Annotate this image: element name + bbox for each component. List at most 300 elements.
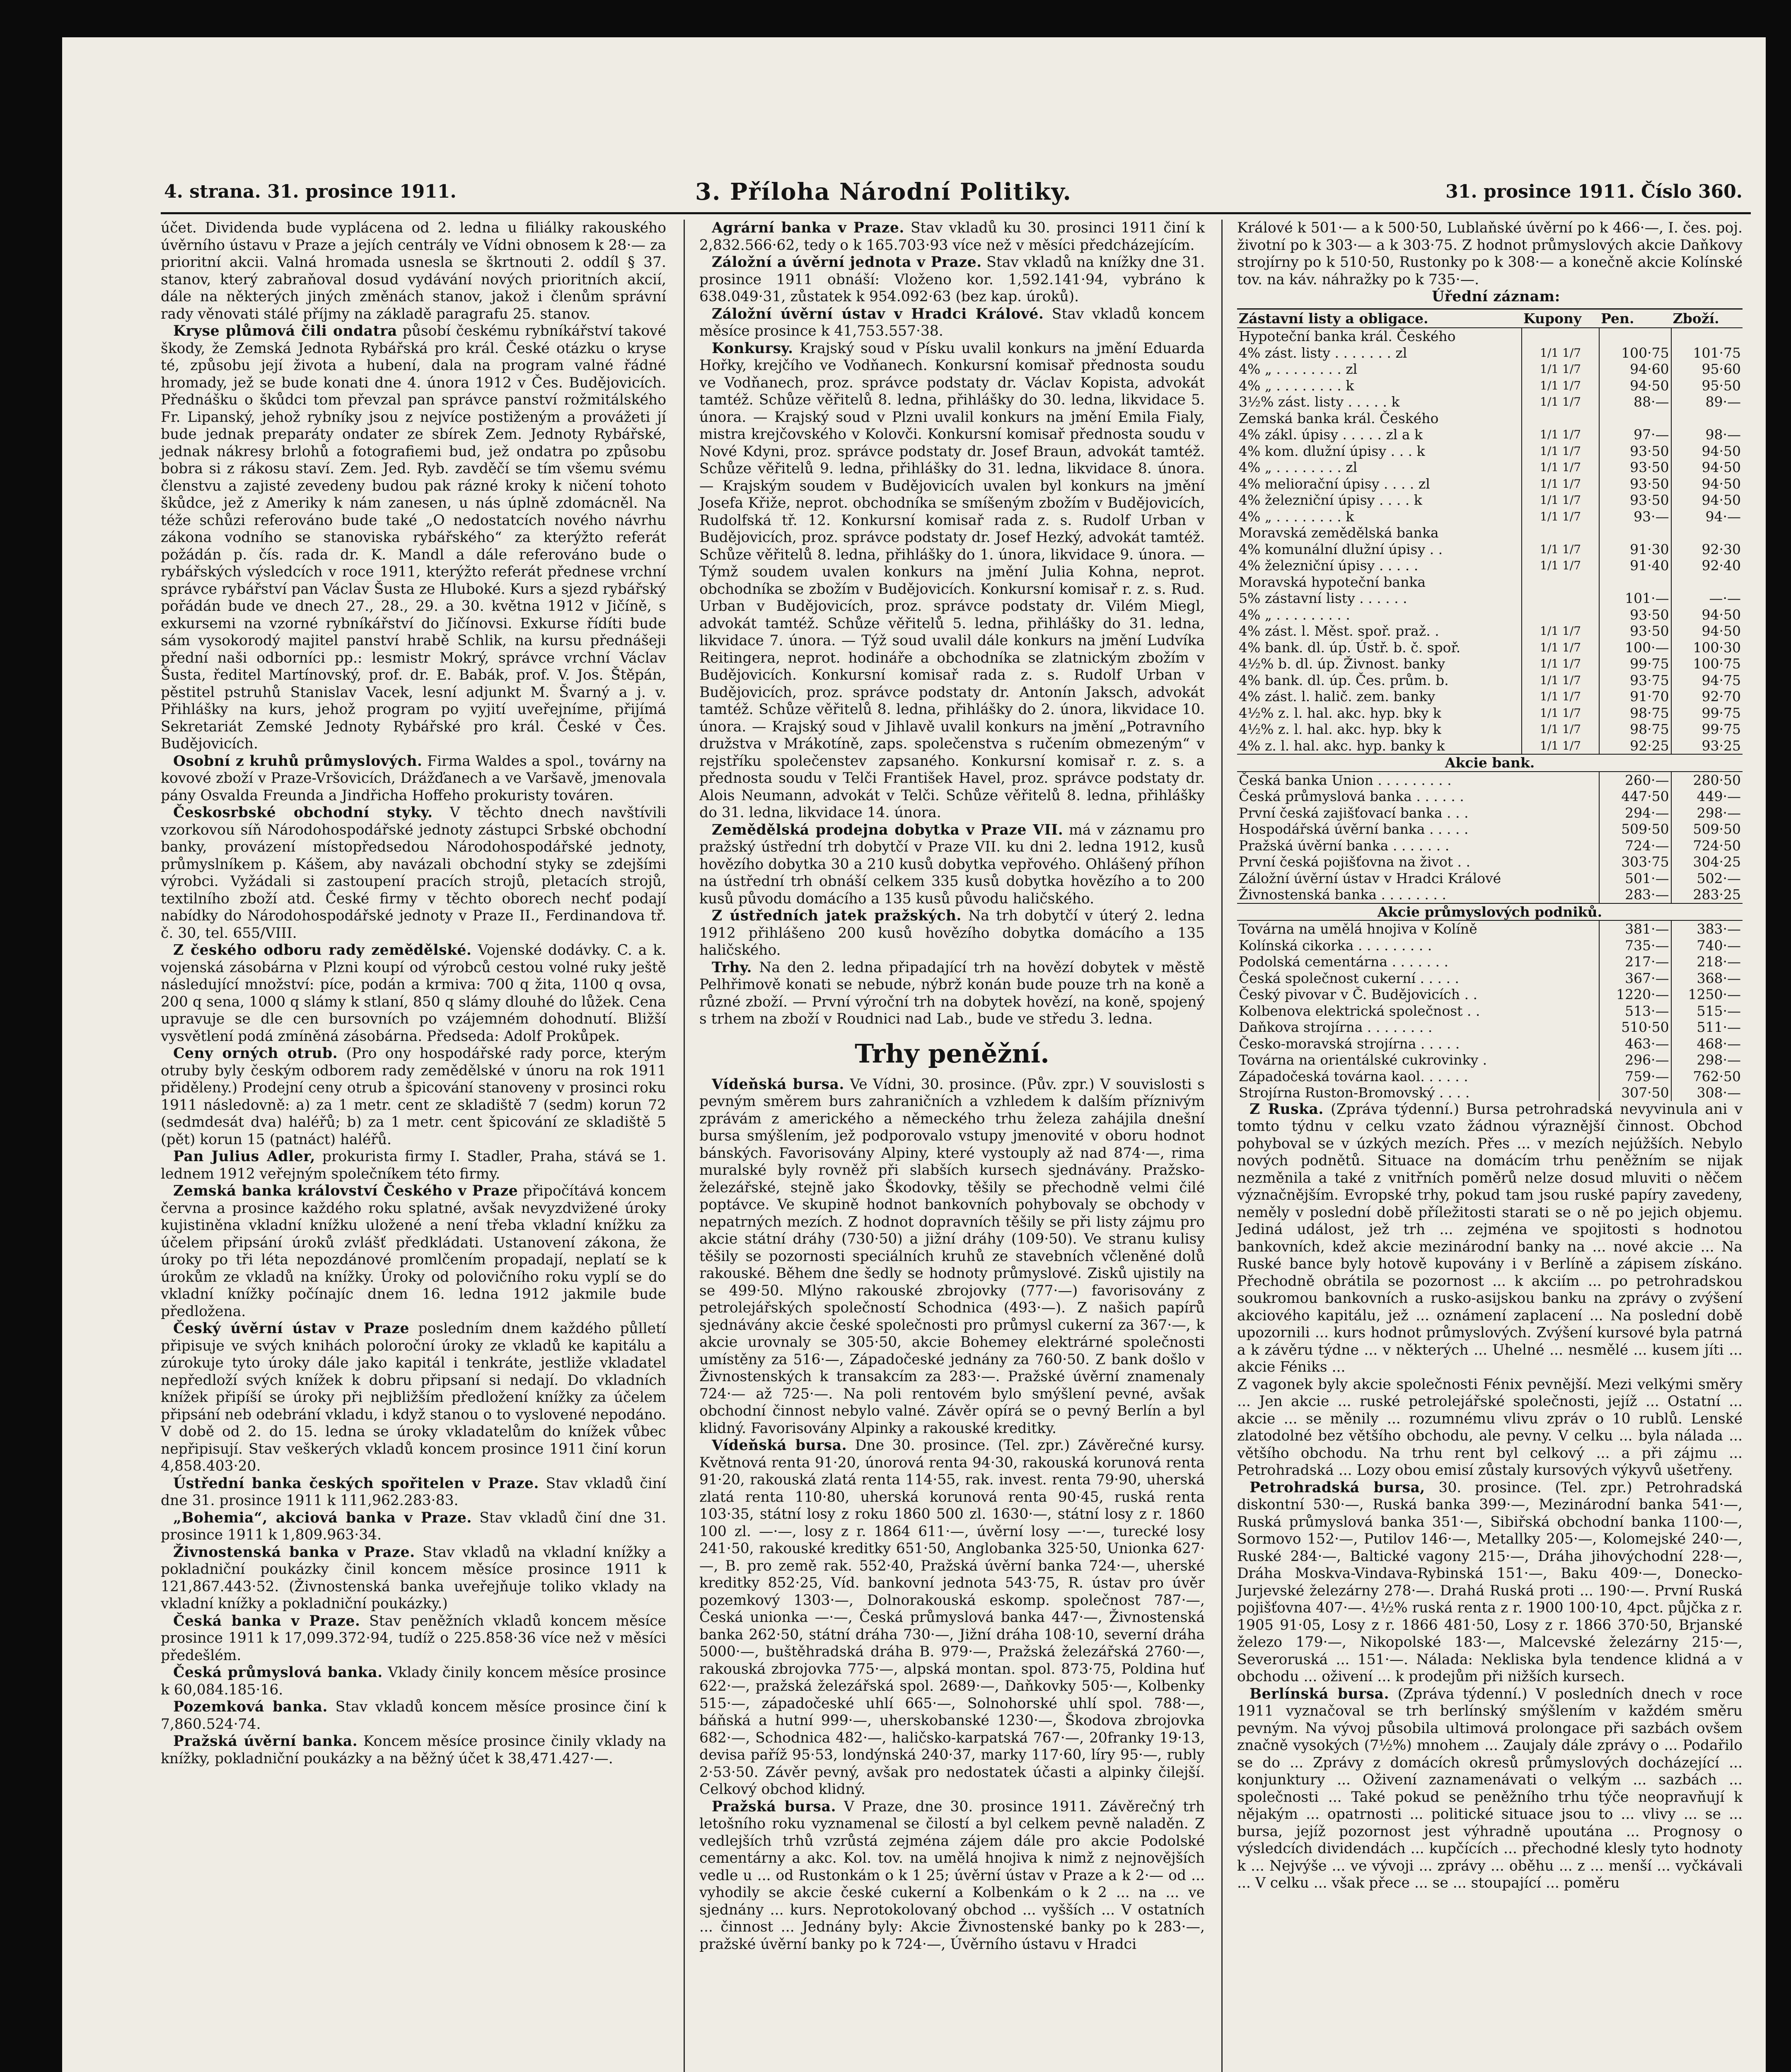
article-text: posledním dnem každého půlletí připisuje ve svých knihách poloroční úroky ze vkladů ke kapitálu a zúrokuje tyto úroky dále jako kapitál i tenkráte, jestliže vkladatel nepředloží svých knížek k dobru připsaní si nedají. Do vkladních knížek připíší se úroky při nejbližším předložení knížky za účelem připsání neb odebrání vkladu, i když stanou o to vyslovené nepodáno. V době od 2. do 15. ledna se úroky vkladatelům do knížek vůbec nepřipisují. Stav veškerých vkladů koncem prosince 1911 činí korun 4,858.403·20. xyxy=(161,1320,666,1474)
table-row xyxy=(1237,937,1743,954)
cell-zbozi: 762·50 xyxy=(1671,1068,1743,1085)
cell-zbozi: 509·50 xyxy=(1671,821,1743,838)
cell-pen: 88·— xyxy=(1599,394,1671,410)
table-row xyxy=(1237,361,1743,378)
article-text: (Zpráva týdenní.) Bursa petrohradská nevyvinula ani v tomto týdnu v celku vzato žádnou výraznější činnost. Obchod pohyboval se v úzkých mezích. Přes ... v mezích nejúžších. Nebylo nových podnětů. Situace na domácím trhu peněžním se nijak nezměnila a také z vnitřních poměrů nelze dosud mluviti o něčem význačnějším. Evropské trhy, pokud tam jsou ruské papíry zavedeny, neměly v poslední době příležitosti starati se o ně po jejich objemu. Jediná událost, jež trh ... zejména ve spojitosti s hodnotou bankovních, kdež akcie mezinárodní banky na ... nové akcie ... Na Ruské bance byly hotově kupovány i v Berlíně a zápisem získáno. Přechodně obrátila se pozornost ... k akciím ... po petrohradskou soukromou bankovních a rusko-asijskou banku na zprávy o zvýšení akciového kapitálu, jež ... oznámení zaplacení ... Na poslední době upozornili ... kurs hodnot průmyslových. Zvýšení kursové byla patrná a k závěru týdne ... v některých ... Uhelné ... nesmělé ... kusem jíti ... akcie Féniks ... xyxy=(1237,1101,1743,1375)
page-header-left: 4. strana. 31. prosince 1911. xyxy=(164,181,457,202)
cell-pen: 101·— xyxy=(1599,590,1671,607)
cell-name: Daňkova strojírna . . . . . . . . xyxy=(1239,1019,1433,1035)
table-row xyxy=(1237,854,1743,870)
cell-zbozi: 94·75 xyxy=(1671,672,1743,689)
table-row xyxy=(1237,345,1743,361)
article-lead: Živnostenská banka v Praze. xyxy=(173,1544,415,1561)
table-row xyxy=(1237,772,1743,789)
column-1 xyxy=(161,220,666,1767)
cell-name: Továrna na orientálské cukrovinky . xyxy=(1239,1052,1487,1068)
cell-kup xyxy=(1522,590,1599,607)
cell-name: Strojírna Ruston-Bromovský . . . . xyxy=(1239,1084,1470,1101)
cell-zbozi: 94·50 xyxy=(1671,492,1743,508)
cell-kup: 1/1 1/7 xyxy=(1522,639,1599,656)
article-lead: Česká banka v Praze. xyxy=(173,1612,360,1629)
cell-name: Moravská hypoteční banka xyxy=(1239,574,1426,590)
cell-kup: 1/1 1/7 xyxy=(1522,557,1599,574)
table-row xyxy=(1237,1052,1743,1068)
cell-zbozi: 98·— xyxy=(1671,426,1743,443)
cell-zbozi: 298·— xyxy=(1671,1052,1743,1068)
article-lead: Záložní a úvěrní jednota v Praze. xyxy=(712,254,982,271)
cell-name: 4% zákl. úpisy . . . . . zl a k xyxy=(1239,426,1423,443)
article-lead: Vídeňská bursa. xyxy=(712,1437,847,1454)
table-row xyxy=(1237,476,1743,492)
scan-border-right xyxy=(1766,0,1791,2072)
cell-zbozi: 283·25 xyxy=(1671,886,1743,903)
table-row xyxy=(1237,672,1743,689)
cell-name: 4% meliorační úpisy . . . . zl xyxy=(1239,475,1430,492)
cell-pen xyxy=(1599,574,1671,591)
cell-kup: 1/1 1/7 xyxy=(1522,361,1599,378)
cell-zbozi: 94·50 xyxy=(1671,476,1743,492)
cell-name: 4½% z. l. hal. akc. hyp. bky k xyxy=(1239,721,1441,737)
cell-name: 4% „ . . . . . . . . zl xyxy=(1239,459,1358,475)
article-paragraph xyxy=(161,1664,666,1699)
cell-kup: 1/1 1/7 xyxy=(1522,459,1599,476)
table-row xyxy=(1237,821,1743,838)
cell-zbozi: 740·— xyxy=(1671,937,1743,954)
cell-pen: 463·— xyxy=(1599,1036,1671,1052)
cell-name: 4% z. l. hal. akc. hyp. banky k xyxy=(1239,737,1445,754)
article-paragraph xyxy=(699,306,1205,340)
cell-name: 4% bank. dl. úp. Čes. prům. b. xyxy=(1239,672,1449,688)
article-lead: Osobní z kruhů průmyslových. xyxy=(173,753,423,770)
cell-pen: 509·50 xyxy=(1599,821,1671,838)
article-lead: Agrární banka v Praze. xyxy=(712,220,904,236)
article-text: působí českému rybníkářství takové škody, že Zemská Jednota Rybářská pro král. České otázku o kryse té, způsobu její života a hubení, dala na program valné řádné hromady, jež se bude konati dne 4. února 1912 v Čes. Budějovicích. Přednášku o škůdci tom převzal pan správce panství rožmitálského Fr. Lipanský, jehož rybníky jsou z nejvíce postiženým a provážeti jí bude jednak preparáty ondater ze sbírek Zem. Jednoty Rybářské, jednak nákresy brlohů a fotografiemi bud, jež ondatra po způsobu bobra si z rákosu staví. Zem. Jed. Ryb. zavděčí se tím všemu svému členstvu a zajisté zevedeny budou pak rázné kroky k ničení tohoto škůdce, jež z Ameriky k nám zanesen, u nás úplně zdomácněl. Na téže schůzi referováno bude také „O nedostatcích nového návrhu zákona vodního se stanoviska rybářského“ za kterýžto referát požádán p. čís. rada dr. K. Mandl a dále referováno bude o rybářských výsledcích v roce 1911, kterýžto referát přednese vrchní správce rybářství pan Václav Šusta ze Hluboké. Kurs a sjezd rybářský pořádán bude ve dnech 27., 28., 29. a 30. května 1912 v Jičíně, s exkursemi na vzorné rybníkářství do Jičínovsi. Exkurse řídíti bude sám vysokorodý majitel panství hrabě Schlik, na kursu přednášeji přední naši odborníci pp.: lesmistr Mokrý, správce vrchní Václav Šusta, ředitel Martínovský, prof. dr. E. Babák, prof. V. Jos. Štěpán, pěstitel pstruhů Stanislav Vacek, lesní adjunkt M. Švarný a j. v. Přihlášky na kurs, jehož program po vyjití uveřejníme, přijímá Sekretariát Zemské Jednoty Rybářské pro král. České v Čes. Budějovicích. xyxy=(161,323,667,752)
cell-pen: 501·— xyxy=(1599,870,1671,887)
table-row xyxy=(1237,378,1743,394)
column-divider xyxy=(1221,220,1223,2072)
table-row xyxy=(1237,557,1743,574)
section-title: Trhy peněžní. xyxy=(855,1038,1049,1069)
cell-pen: 93·50 xyxy=(1599,623,1671,639)
cell-name: Hypoteční banka král. Českého xyxy=(1239,328,1456,344)
article-paragraph xyxy=(161,1045,666,1148)
cell-name: Zemská banka král. Českého xyxy=(1239,410,1439,426)
article-paragraph xyxy=(161,1148,666,1183)
cell-pen: 1220·— xyxy=(1599,986,1671,1003)
cell-kup: 1/1 1/7 xyxy=(1522,623,1599,639)
cell-zbozi: 502·— xyxy=(1671,870,1743,887)
cell-pen: 447·50 xyxy=(1599,788,1671,805)
cell-name: Česká banka Union . . . . . . . . . xyxy=(1239,772,1452,788)
cell-zbozi: 298·— xyxy=(1671,805,1743,821)
table-row xyxy=(1237,805,1743,821)
cell-kup xyxy=(1522,574,1599,591)
article-text: Ve Vídni, 30. prosince. (Pův. zpr.) V souvislosti s pevným směrem burs zahraničních a vzhledem k dalším příznivým zprávám z amerického a německého trhu železa zahájila dnešní bursa smýšlením, jež podporovalo vstupy jmenovité v oboru hodnot bánských. Favorisovány Alpiny, které vystouply až nad 874·—, rima muralské byly rovněž při slabších kursech sjednávány. Pražsko-železářské, stejně jako Škodovky, těšily se přechodně velmi čilé poptávce. Ve skupině hodnot bankovních pohybovaly se obchody v nepatrných mezích. Z hodnot dopravních těšily se při listy zájmu pro akcie státní dráhy (730·50) a jižní dráhy (109·50). Ve stranu kulisy těšily se pozornosti speciálních kruhů ze stavebních včleněné dolů rakouské. Během dne šedly se hodnoty průmyslové. Zisků ujistily na se 499·50. Mlýno rakouské zbrojovky (777·—) favorisovány z petrolejářských společností Schodnica (493·—). Z našich papírů sjednávány akcie české společnosti pro průmysl cukerní za 367·—, k akcie urovnaly se 305·50, akcie Bohemey elektrárné společnosti umístěny za 516·—, Západočeské jednány za 760·50. Z bank došlo v Živnostenských k transakcím za 283·—. Pražské úvěrní znamenaly 724·— až 725·—. Na poli rentovém bylo smýšlení pevné, avšak obchodní činnost nebylo valné. Závěr opírá se o pevný Berlín a byl klidný. Favorisovány Alpinky a rakouské kreditky. xyxy=(699,1076,1205,1437)
cell-pen: 93·50 xyxy=(1599,607,1671,623)
table-row xyxy=(1237,410,1743,427)
cell-pen: 93·75 xyxy=(1599,672,1671,689)
table-row xyxy=(1237,986,1743,1003)
cell-zbozi: 1250·— xyxy=(1671,986,1743,1003)
cell-name: První česká pojišťovna na život . . xyxy=(1239,854,1471,870)
cell-pen: 93·50 xyxy=(1599,476,1671,492)
cell-pen: 217·— xyxy=(1599,954,1671,970)
cell-name: 4½% z. l. hal. akc. hyp. bky k xyxy=(1239,704,1441,721)
cell-name: 3½% zást. listy . . . . . k xyxy=(1239,394,1400,410)
cell-pen: 724·— xyxy=(1599,838,1671,854)
article-lead: Pražská bursa. xyxy=(712,1798,836,1815)
article-lead: Pražská úvěrní banka. xyxy=(173,1733,358,1750)
cell-name: Záložní úvěrní ústav v Hradci Králové xyxy=(1239,870,1501,886)
cell-kup: 1/1 1/7 xyxy=(1522,541,1599,558)
cell-name: 4% bank. dl. úp. Ústř. b. č. spoř. xyxy=(1239,639,1461,656)
cell-kup: 1/1 1/7 xyxy=(1522,721,1599,738)
table-header-cell: Zboží. xyxy=(1671,309,1743,328)
cell-name: Podolská cementárna . . . . . . . xyxy=(1239,954,1448,970)
cell-pen xyxy=(1599,525,1671,541)
cell-zbozi: 383·— xyxy=(1671,920,1743,937)
cell-pen: 513·— xyxy=(1599,1003,1671,1019)
article-lead: Kryse plůmová čili ondatra xyxy=(173,323,397,339)
article-lead: Trhy. xyxy=(712,959,752,976)
article-text: Na den 2. ledna připadající trh na hovězí dobytek v městě Pelhřimově konati se nebude, nýbrž konán bude pouze trh na koně a různé zboží. — První výroční trh na dobytek hovězí, na koně, spojený s trhem na zboží v Roudnici nad Lab., bude ve středu 3. ledna. xyxy=(699,959,1205,1027)
article-paragraph xyxy=(161,942,666,1045)
article-text: připočítává koncem června a prosince každého roku splatné, avšak nevyzdvižené úroky kujistiněnа vkladní knížku uložené a není třeba vkladní knížku za účelem připsání úroků zvlášť předkládati. Ustanovení zákona, že úroky po tři léta nepozdánové promlčením propadají, neplatí se k úrokům ze vkladů na knížky. Úroky od polovičního roku vyplí se do vkladní knížky počínajíc dnem 16. ledna 1912 jakmile bude předložena. xyxy=(161,1183,666,1320)
table-row xyxy=(1237,574,1743,591)
cell-kup: 1/1 1/7 xyxy=(1522,738,1599,755)
table-row xyxy=(1237,607,1743,623)
cell-zbozi: 94·50 xyxy=(1671,459,1743,476)
cell-name: 4% zást. l. halič. zem. banky xyxy=(1239,688,1435,704)
article-lead: Záložní úvěrní ústav v Hradci Králové. xyxy=(712,305,1044,322)
cell-pen xyxy=(1599,328,1671,345)
article-text: Stav vkladů na knížky dne 31. prosince 1911 obnáší: Vloženo kor. 1,592.141·94, vybráno k 638.049·31, zůstatek k 954.092·63 (bez kap. úroků). xyxy=(699,254,1205,305)
cell-kup: 1/1 1/7 xyxy=(1522,426,1599,443)
cell-zbozi: 92·40 xyxy=(1671,557,1743,574)
cell-zbozi: 94·50 xyxy=(1671,443,1743,460)
newspaper-page xyxy=(161,173,1751,2072)
column-3 xyxy=(1237,220,1743,1892)
table-row xyxy=(1237,639,1743,656)
table-row xyxy=(1237,328,1743,345)
cell-pen: 296·— xyxy=(1599,1052,1671,1068)
article-lead: Zemská banka království Českého v Praze xyxy=(173,1183,518,1199)
table-row xyxy=(1237,1019,1743,1036)
cell-name: První česká zajišťovací banka . . . xyxy=(1239,804,1469,821)
table-row xyxy=(1237,1003,1743,1019)
column-2 xyxy=(699,220,1205,1953)
cell-name: 4% zást. listy . . . . . . . zl xyxy=(1239,344,1407,361)
cell-pen: 93·— xyxy=(1599,508,1671,525)
article-paragraph xyxy=(1237,1479,1743,1686)
article-text: V těchto dnech navštívili vzorkovou síň Národohospodářské jednoty zástupci Srbské obchodní banky, provázení místopředsedou Národohospodářské jednoty, průmyslníkem p. Kášem, aby navázali obchodní styky se zdejšími výrobci. Vyžádali si zastoupení pracích strojů, pletacích strojů, textilního zboží atd. České firmy v těchto oborech nechť podají nabídky do Národohospodářské jednoty v Praze II., Ferdinandova tř. č. 30, tel. 655/VIII. xyxy=(161,804,667,942)
article-paragraph xyxy=(161,804,666,942)
table-header-cell: Pen. xyxy=(1599,309,1671,328)
article-lead: Z českého odboru rady zemědělské. xyxy=(173,942,472,959)
cell-name: Česká společnost cukerní . . . . . xyxy=(1239,970,1459,986)
cell-name: Pražská úvěrní banka . . . . . . . xyxy=(1239,837,1450,854)
table-row xyxy=(1237,738,1743,755)
scan-border-left xyxy=(0,0,62,2072)
article-text: má v záznamu pro pražský ústřední trh dobytčí v Praze VII. ku dni 2. ledna 1912, kusů hovězího dobytka 30 a 210 kusů dobytka vepřového. Ohlášený příhon na ústřední trh obnáší celkem 335 kusů dobytka hovězího a to 200 kusů původu domácího a 135 kusů původu haličského. xyxy=(699,821,1205,907)
cell-kup: 1/1 1/7 xyxy=(1522,394,1599,410)
cell-pen: 303·75 xyxy=(1599,854,1671,870)
industry-shares-heading: Akcie průmyslových podniků. xyxy=(1237,903,1743,921)
article-lead: Českosrbské obchodní styky. xyxy=(173,804,433,821)
table-row xyxy=(1237,886,1743,903)
article-paragraph xyxy=(161,753,666,805)
cell-zbozi: 89·— xyxy=(1671,394,1743,410)
cell-name: 4½% b. dl. úp. Živnost. banky xyxy=(1239,656,1445,672)
article-lead: Český úvěrní ústav v Praze xyxy=(173,1320,409,1337)
cell-kup xyxy=(1522,607,1599,623)
cell-zbozi: 94·— xyxy=(1671,508,1743,525)
bank-shares-heading: Akcie bank. xyxy=(1237,754,1743,772)
cell-pen: 307·50 xyxy=(1599,1084,1671,1101)
cell-name: Kolbenova elektrická společnost . . xyxy=(1239,1002,1480,1019)
cell-pen: 92·25 xyxy=(1599,738,1671,755)
cell-name: 4% „ . . . . . . . . . xyxy=(1239,606,1350,623)
cell-pen: 99·75 xyxy=(1599,656,1671,672)
table-row xyxy=(1237,508,1743,525)
cell-name: 4% kom. dlužní úpisy . . . k xyxy=(1239,443,1425,459)
table-row xyxy=(1237,788,1743,805)
article-text: Stav vkladů činí dne 31. prosince 1911 k 1,809.963·34. xyxy=(161,1509,666,1543)
article-paragraph xyxy=(161,1733,666,1767)
article-text: Koncem měsíce prosince činily vklady na knížky, pokladniční poukázky a na běžný účet k 38,471.427·—. xyxy=(161,1733,667,1767)
cell-pen: 93·50 xyxy=(1599,459,1671,476)
article-lead: Petrohradská bursa, xyxy=(1250,1479,1425,1496)
article-paragraph xyxy=(1237,1686,1743,1892)
cell-pen: 93·50 xyxy=(1599,492,1671,508)
cell-name: Česko-moravská strojírna . . . . . xyxy=(1239,1035,1460,1052)
table-row xyxy=(1237,1084,1743,1101)
table-row xyxy=(1237,838,1743,854)
article-text: Krajský soud v Písku uvalil konkurs na jmění Eduarda Hořky, krejčího ve Vodňanech. Konkursní komisař přednosta soudu ve Vodňanech, proz. správce podstaty dr. Václav Kopista, advokát tamtéž. Schůze věřitelů 8. ledna, přihlášky do 30. ledna, likvidace 5. února. — Krajský soud v Plzni uvalil konkurs na jmění Emila Fialy, mistra krejčovského v Kolovči. Konkursní komisař přednosta soudu v Nové Kdyni, proz. správce podstaty dr. Josef Braun, advokát tamtéž. Schůze věřitelů 9. ledna, přihlášky do 31. ledna, likvidace 8. února. — Krajským soudem v Budějovicích uvalen byl konkurs na jmění Josefa Křiže, neprot. obchodníka se smíšeným zbožím v Budějovicích, Rudolfská tř. 12. Konkursní komisař rada z. s. Rudolf Urban v Budějovicích, proz. správce podstaty dr. Josef Hezký, advokát tamtéž. Schůze věřitelů 8. ledna, přihlášky do 1. února, likvidace 9. února. — Týmž soudem uvalen konkurs na jmění Julia Kohna, neprot. obchodníka se zbožím v Budějovicích. Konkursní komisař r. z. s. Rud. Urban v Budějovicích, proz. správce podstaty dr. Vilém Miegl, advokát tamtéž. Schůze věřitelů 5. ledna, přihlášky do 31. ledna, likvidace 7. února. — Týž soud uvalil dále konkurs na jmění Ludvíka Reitingera, neprot. hodináře a obchodníka se zlatnickým zbožím v Budějovicích. Konkursní komisař rada z. s. Rudolf Urban v Budějovicích, proz. správce podstaty dr. Antonín Jaksch, advokát tamtéž. Schůze věřitelů 8. ledna, přihlášky do 2. února, likvidace 10. února. — Krajský soud v Jihlavě uvalil konkurs na jmění „Potravního družstva v Mrákotíně, zaps. společenstva s ručením obmezeným“ v rejstříku společenstev zapsaného. Konkursní komisař r. z. s. a přednosta soudu v Telči František Havel, proz. správce podstaty dr. Alois Neumann, advokát v Telči. Schůze věřitelů 8. ledna, přihlášky do 31. ledna, likvidace 14. února. xyxy=(699,340,1205,821)
cell-zbozi: 515·— xyxy=(1671,1003,1743,1019)
table-row xyxy=(1237,688,1743,705)
cell-zbozi: 304·25 xyxy=(1671,854,1743,870)
article-lead: Z Ruska. xyxy=(1250,1101,1324,1118)
article-text: Z vagonek byly akcie společnosti Fénix pevnější. Mezi velkými směry ... Jen akcie ... ruské petrolejářské společnosti, jejíž ... Ostatní ... akcie ... se měnily ... rozumnému vlivu zpráv o 10 rublů. Lenské zlatodolné bez většího obchodu, ale pevny. V celku ... byla nálada ... většího obchodu. Na trhu rent byl celkový ... a při zájmu ... Petrohradská ... Lozy obou emisí zůstaly kursových výkyvů ušetřeny. xyxy=(1237,1376,1743,1479)
cell-kup: 1/1 1/7 xyxy=(1522,476,1599,492)
article-text: Stav vkladů ku 30. prosinci 1911 činí k 2,832.566·62, tedy o k 165.703·93 více než v měsíci předcházejícím. xyxy=(699,220,1205,254)
cell-name: 4% „ . . . . . . . . k xyxy=(1239,377,1354,394)
article-paragraph xyxy=(699,340,1205,822)
article-paragraph xyxy=(699,1437,1205,1798)
article-text: Vklady činily koncem měsíce prosince k 60,084.185·16. xyxy=(161,1664,666,1698)
cell-kup xyxy=(1522,328,1599,345)
article-paragraph xyxy=(699,1076,1205,1438)
article-text: Stav vkladů koncem měsíce prosince činí k 7,860.524·74. xyxy=(161,1699,666,1733)
scan-border-top xyxy=(0,0,1791,37)
cell-name: Kolínská cikorka . . . . . . . . . xyxy=(1239,937,1432,954)
table-row xyxy=(1237,394,1743,410)
cell-pen: 98·75 xyxy=(1599,705,1671,721)
cell-name: 4% „ . . . . . . . . zl xyxy=(1239,361,1358,377)
article-paragraph xyxy=(699,822,1205,908)
article-paragraph xyxy=(1237,1376,1743,1479)
table-row xyxy=(1237,525,1743,541)
official-record-heading: Úřední záznam: xyxy=(1432,288,1560,305)
cell-zbozi: 724·50 xyxy=(1671,838,1743,854)
table-row xyxy=(1237,443,1743,460)
cell-pen: 294·— xyxy=(1599,805,1671,821)
cell-kup xyxy=(1522,525,1599,541)
cell-kup: 1/1 1/7 xyxy=(1522,672,1599,689)
article-text: (Pro ony hospodářské rady porce, kterým otruby byly českým odborem rady zemědělské v únoru na rok 1911 přiděleny.) Prodejní ceny otrub a špicování stanoveny v prosinci roku 1911 následovně: a) za 1 metr. cent ze skladiště 7 (sedm) korun 72 (sedmdesát dva) haléřů; b) za 1 metr. cent špicování ze skladiště 5 (pět) korun 15 (patnáct) haléřů. xyxy=(161,1045,667,1148)
cell-zbozi: —·— xyxy=(1671,590,1743,607)
cell-pen: 94·60 xyxy=(1599,361,1671,378)
cell-name: 4% zást. l. Měst. spoř. praž. . xyxy=(1239,623,1439,639)
article-lead: Ceny orných otrub. xyxy=(173,1045,338,1062)
article-paragraph xyxy=(699,1798,1205,1953)
article-text: Firma Waldes a spol., továrny na kovové zboží v Praze-Vršovicích, Drážďanech a ve Varšavě, jmenovala pány Osvalda Freunda a Jindřicha Hoffeho prokuristy továren. xyxy=(161,753,667,804)
article-paragraph xyxy=(161,1320,666,1475)
article-paragraph xyxy=(699,908,1205,959)
article-text: Stav vkladů činí dne 31. prosince 1911 k 111,962.283·83. xyxy=(161,1475,666,1509)
cell-zbozi: 95·50 xyxy=(1671,378,1743,394)
article-text: Na trh dobytčí v úterý 2. ledna 1912 přihlášeno 200 kusů hovězího dobytka domácího a 135 haličského. xyxy=(699,908,1205,959)
cell-pen xyxy=(1599,410,1671,427)
article-paragraph xyxy=(161,1544,666,1613)
cell-name: Hospodářská úvěrní banka . . . . . xyxy=(1239,821,1469,837)
cell-zbozi xyxy=(1671,574,1743,591)
table-row xyxy=(1237,1036,1743,1052)
cell-kup: 1/1 1/7 xyxy=(1522,443,1599,460)
article-paragraph xyxy=(161,1613,666,1665)
column-divider xyxy=(684,220,685,2072)
article-lead: Vídeňská bursa. xyxy=(712,1076,844,1093)
cell-zbozi: 308·— xyxy=(1671,1084,1743,1101)
article-text: Stav vkladů na vkladní knížky a pokladniční poukázky činil koncem měsíce prosince 1911 k 121,867.443·52. (Živnostenská banka uveřejňuje toliko vklady na vkladní knížky a pokladniční poukázky.) xyxy=(161,1544,666,1612)
cell-kup: 1/1 1/7 xyxy=(1522,508,1599,525)
column-3-intro: Králové k 501·— a k 500·50, Lublaňské úvěrní po k 466·—, I. čes. poj. životní po k 303·— a k 303·75. Z hodnot průmyslových akcie Daňkovy strojírny po k 510·50, Rustonky po k 308·— a konečně akcie Kolínské tov. na káv. náhražky po k 735·—. xyxy=(1237,220,1743,288)
cell-name: Česká průmyslová banka . . . . . . xyxy=(1239,788,1464,804)
article-text: prokurista firmy I. Stadler, Praha, stává se 1. lednem 1912 veřejným společníkem této firmy. xyxy=(161,1148,666,1182)
cell-pen: 97·— xyxy=(1599,426,1671,443)
cell-pen: 91·70 xyxy=(1599,688,1671,705)
table-row xyxy=(1237,870,1743,887)
table-row xyxy=(1237,705,1743,721)
cell-name: Továrna na umělá hnojiva v Kolíně xyxy=(1239,921,1477,937)
table-row xyxy=(1237,459,1743,476)
table-row xyxy=(1237,920,1743,937)
table-row xyxy=(1237,1068,1743,1085)
article-text: Vojenské dodávky. C. a k. vojenská zásobárna v Plzni koupí od výrobců cestou volné ruky ještě následující množství: píce, podán a krmiva: 700 q žita, 1100 q ovsa, 200 q sena, 1000 q slámy k stlaní, 850 q slámy dlouhé do lůžek. Cena upravuje se dle cen bursovních po vzájemném dohodnutí. Bližší vysvětlení podá zmíněná zásobárna. Předseda: Adolf Prokůpek. xyxy=(161,942,666,1045)
article-paragraph xyxy=(699,959,1205,1028)
article-text: účet. Dividenda bude vyplácena od 2. ledna u filiálky rakouského úvěrního ústavu v Praze a jejích centrály ve Vídni obnosem k 28·— za prioritní akcii. Valná hromada usnesla se škrtnouti 2. oddíl § 37. stanov, který zabraňoval dosud vydávání nových prioritních akcií, dále na některých jiných změnách stanov, jakož i členům správní rady věnovati stálé příjmy na základě paragrafu 25. stanov. xyxy=(161,220,666,322)
article-paragraph xyxy=(699,220,1205,254)
cell-zbozi: 449·— xyxy=(1671,788,1743,805)
cell-pen: 367·— xyxy=(1599,970,1671,987)
cell-pen: 260·— xyxy=(1599,772,1671,789)
table-row xyxy=(1237,970,1743,987)
stock-quotations-table xyxy=(1237,308,1743,1101)
cell-pen: 510·50 xyxy=(1599,1019,1671,1036)
article-paragraph xyxy=(161,323,666,753)
cell-zbozi: 94·50 xyxy=(1671,607,1743,623)
cell-name: Západočeská továrna kaol. . . . . . xyxy=(1239,1068,1468,1084)
cell-pen: 91·30 xyxy=(1599,541,1671,558)
page-header-right: 31. prosince 1911. Číslo 360. xyxy=(1445,181,1743,202)
cell-pen: 94·50 xyxy=(1599,378,1671,394)
cell-pen: 91·40 xyxy=(1599,557,1671,574)
cell-zbozi: 468·— xyxy=(1671,1036,1743,1052)
table-header-cell: Kupony xyxy=(1522,309,1599,328)
article-lead: Zemědělská prodejna dobytka v Praze VII. xyxy=(712,821,1063,838)
cell-zbozi: 95·60 xyxy=(1671,361,1743,378)
article-lead: Berlínská bursa. xyxy=(1250,1685,1390,1702)
cell-zbozi: 93·25 xyxy=(1671,738,1743,755)
article-text: V Praze, dne 30. prosince 1911. Závěrečný trh letošního roku vyznamenal se čilostí a byl celkem pevně naladěn. Z vedlejších trhů vzrůstá zejména zájem dále pro akcie Podolské cementárny a akc. Kol. tov. na umělá hnojiva k nimž z nejnovějších vedle u ... od Rustonkám o k 1 25; úvěrní ústav v Praze a k 2·— od ... vyhodily se akcie české cukerní a Kolbenkám o k 2 ... na ... ve sjednány ... kurs. Neprotokolovaný obchod ... vyšších ... V ostatních ... činnost ... Jednány byly: Akcie Živnostenské banky po k 283·—, pražské úvěrní banky po k 724·—, Úvěrního ústavu v Hradci xyxy=(699,1798,1205,1953)
cell-name: 4% „ . . . . . . . . k xyxy=(1239,508,1354,525)
cell-zbozi: 99·75 xyxy=(1671,721,1743,738)
cell-pen: 759·— xyxy=(1599,1068,1671,1085)
cell-pen: 100·75 xyxy=(1599,345,1671,361)
cell-kup: 1/1 1/7 xyxy=(1522,656,1599,672)
cell-pen: 283·— xyxy=(1599,886,1671,903)
table-row xyxy=(1237,623,1743,639)
article-text: Stav peněžních vkladů koncem měsíce prosince 1911 k 17,099.372·94, tudíž o 225.858·36 více než v měsíci předešlém. xyxy=(161,1612,667,1664)
article-lead: Pozemková banka. xyxy=(173,1699,328,1715)
article-lead: Pan Julius Adler, xyxy=(173,1148,315,1165)
cell-zbozi xyxy=(1671,328,1743,345)
table-row xyxy=(1237,656,1743,672)
article-paragraph xyxy=(1237,1101,1743,1376)
cell-kup: 1/1 1/7 xyxy=(1522,492,1599,508)
cell-pen: 93·50 xyxy=(1599,443,1671,460)
cell-zbozi: 280·50 xyxy=(1671,772,1743,789)
cell-name: Český pivovar v Č. Budějovicích . . xyxy=(1239,986,1477,1002)
cell-pen: 100·— xyxy=(1599,639,1671,656)
cell-zbozi: 100·75 xyxy=(1671,656,1743,672)
cell-zbozi: 368·— xyxy=(1671,970,1743,987)
cell-kup: 1/1 1/7 xyxy=(1522,705,1599,721)
table-row xyxy=(1237,426,1743,443)
article-lead: Ústřední banka českých spořitelen v Praze. xyxy=(173,1475,539,1492)
cell-pen: 381·— xyxy=(1599,920,1671,937)
cell-zbozi xyxy=(1671,410,1743,427)
article-lead: Konkursy. xyxy=(712,340,793,357)
cell-name: 4% železniční úpisy . . . . . xyxy=(1239,557,1419,574)
article-paragraph xyxy=(161,1699,666,1733)
article-paragraph xyxy=(161,220,666,323)
table-row xyxy=(1237,541,1743,558)
cell-zbozi: 92·30 xyxy=(1671,541,1743,558)
cell-zbozi xyxy=(1671,525,1743,541)
article-paragraph xyxy=(699,254,1205,306)
cell-zbozi: 99·75 xyxy=(1671,705,1743,721)
cell-name: Živnostenská banka . . . . . . . . xyxy=(1239,886,1446,903)
cell-kup: 1/1 1/7 xyxy=(1522,378,1599,394)
cell-kup: 1/1 1/7 xyxy=(1522,688,1599,705)
cell-zbozi: 92·70 xyxy=(1671,688,1743,705)
article-paragraph xyxy=(161,1475,666,1510)
article-lead: „Bohemia“, akciová banka v Praze. xyxy=(173,1509,472,1526)
article-text: 30. prosince. (Tel. zpr.) Petrohradská diskontní 530·—, Ruská banka 399·—, Mezinárodní banka 541·—, Ruská průmyslová banka 351·—, Sibiřská obchodní banka 1100·—, Sormovo 152·—, Putilov 146·—, Metallky 205·—, Kolomejské 240·—, Ruské 284·—, Baltické vagony 215·—, Dráha jihovýchodní 228·—, Dráha Moskva-Vindava-Rybinská 151·—, Baku 409·—, Donecko-Jurjevské železárny 278·—. Drahá Ruská proti ... 190·—. První Ruská pojišťovna 407·—. 4½% ruská renta z r. 1900 100·10, 4pct. půjčka z r. 1905 91·05, Losy z r. 1866 481·50, Losy z r. 1866 370·50, Brjanské železo 179·—, Nikopolské 183·—, Malcevské železárny 215·—, Severoruská ... 151·—. Nálada: Nekliska byla tendence klidná a v obchodu ... oživení ... k prodejům při nižších kursech. xyxy=(1237,1479,1743,1685)
table-row xyxy=(1237,492,1743,508)
cell-zbozi: 218·— xyxy=(1671,954,1743,970)
article-text: (Zpráva týdenní.) V posledních dnech v roce 1911 vyznačoval se trh berlínský smýšlením v každém směru pevným. Na vývoj působila ultimová prolongace při sazbách ovšem značně vysokých (7½%) mnohem ... Zaujaly dále zprávy o ... Podařilo se do ... Zprávy z domácích okresů průmyslových docházející ... konjunktury ... Oživení zaznamenávati o velkým ... sazbách ... společnosti ... Také pokud se peněžního trhu týče neopravňují k nějakým ... opatrnosti ... politické situace jsou to ... vlivy ... se ... bursa, jejíž pozornost jest výhradně upoutána ... Prognosy o výsledcích dividendách ... kupčících ... přechodné klesly tyto hodnoty k ... Nejvýše ... ve vývoji ... zprávy ... oběhu ... z ... menší ... vyčkávali ... V celku ... však přece ... se ... stoupající ... poměru xyxy=(1237,1685,1743,1891)
cell-zbozi: 100·30 xyxy=(1671,639,1743,656)
header-rule xyxy=(161,212,1751,214)
column-3-articles xyxy=(1237,1101,1743,1892)
cell-pen: 98·75 xyxy=(1599,721,1671,738)
cell-zbozi: 94·50 xyxy=(1671,623,1743,639)
cell-name: Moravská zemědělská banka xyxy=(1239,525,1439,541)
cell-name: 4% železniční úpisy . . . . k xyxy=(1239,492,1422,508)
